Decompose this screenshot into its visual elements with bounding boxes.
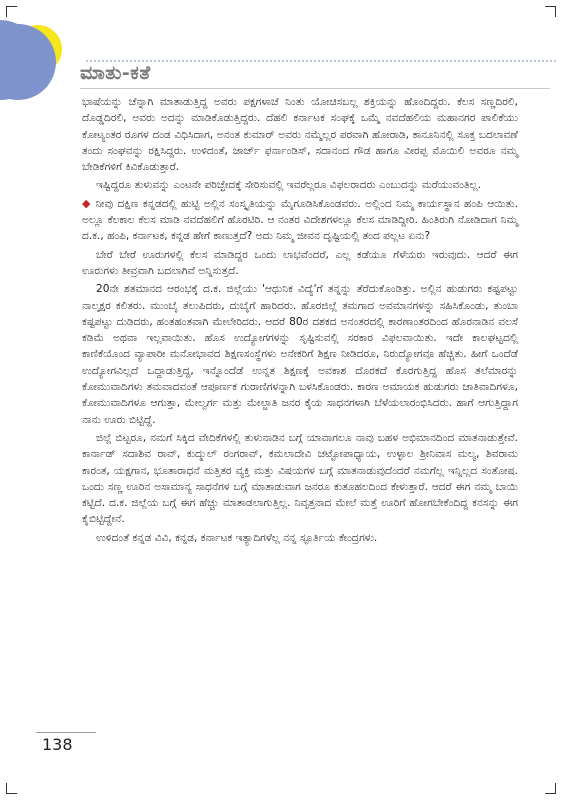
paragraph-5: 20ನೇ ಶತಮಾನದ ಆರಂಭಕ್ಕೆ ದ.ಕ. ಜಿಲ್ಲೆಯು 'ಆಧುನಿಕ ವಿದ್ಯೆ'ಗೆ ತನ್ನನ್ನು ತೆರೆದುಕೊಂಡಿತ್ತು. ಅಲ್ಲಿನ ಹುಡುಗರು ಕಷ್ಟಪಟ್ಟು ನಾಲ್ಕಕ್ಷರ ಕಲಿತರು. ಮುಂಬೈ ತಲುಪಿದರು, ದುಬೈಗೆ ಹಾರಿದರು. ಹೊರಜಿಲ್ಲೆ ತಮಗಾದ ಅವಮಾನಗಳನ್ನು ಸಹಿಸಿಕೊಂಡು, ತುಂಬಾ ಕಷ್ಟಪಟ್ಟು ದುಡಿದರು, ಹಂತಹಂತವಾಗಿ ಮೇಲೇರಿದರು. ಆದರೆ 80ರ ದಶಕದ ಅನಂತರದಲ್ಲಿ ಕಾರಣಾಂತರದಿಂದ ಹೊರನಾಡಿನ ವಲಸೆ ಕಡಿಮೆ ಅಥವಾ ಇಲ್ಲವಾಯಿತು. ಹೊಸ ಉದ್ಯೋಗಗಳನ್ನು ಸೃಷ್ಟಿಸುವಲ್ಲಿ ಸರಕಾರ ವಿಫಲವಾಯಿತು. ಇದೇ ಕಾಲಘಟ್ಟದಲ್ಲಿ ಕಾಣಿಕೆಯೊಂದ ವ್ಯಾಪಾರೀ ಮನೋಭಾವದ ಶಿಕ್ಷಣಸಂಸ್ಥೆಗಳು ಅನೇಕರಿಗೆ ಶಿಕ್ಷಣ ನೀಡಿದರೂ, ನಿರುದ್ಯೋಗವೂ ಹೆಚ್ಚಿತು. ಹೀಗೆ ಒಂದೆಡೆ ಉದ್ಯೋಗವಿಲ್ಲದೆ ಒದ್ದಾಡುತ್ತಿದ್ದ, ಇನ್ನೊಂದೆಡೆ ಉನ್ನತ ಶಿಕ್ಷಣಕ್ಕೆ ಅವಕಾಶ ದೊರಕದೆ ಕೊರಗುತ್ತಿದ್ದ ಹೊಸ ತಲೆಮಾರನ್ನು ಕೋಮುವಾದಿಗಳು ತಮವಾದವಂತೆ ಆಪೂರ್ಣಕ ಗುರಾಣಿಗಳನ್ನಾಗಿ ಬಳಸಿಕೊಂಡರು. ಕಾರಣ ಅಮಾಯಕ ಹುಡುಗರು ಜಾತಿವಾದಿಗಳೂ, ಕೋಮುವಾದಿಗಳೂ ಆಗುತ್ತಾ, ಮೇಲ್ವರ್ಗ ಮತ್ತು ಮೇಲ್ಜಾತಿ ಜನರ ಕೈಯ ಸಾಧನಗಳಾಗಿ ಬೆಳೆಯಲಾರಂಭಿಸಿದರು. ಹಾಗೆ ಆಗುತ್ತಿದ್ದಾಗ ನಾನು ಊರು ಬಿಟ್ಟಿದ್ದೆ. [82, 283, 518, 426]
article-body [82, 94, 518, 548]
question-paragraph [82, 196, 518, 245]
question-text: ನೀವು ದಕ್ಷಿಣ ಕನ್ನಡದಲ್ಲಿ ಹುಟ್ಟಿ ಅಲ್ಲಿನ ಸಂಸ್ಕೃತಿಯನ್ನು ಮೈಗೂಡಿಸಿಕೊಂಡವರು. ಅಲ್ಲಿಂದ ನಿಮ್ಮ ಕಾರ್ಯಸ್ಥಾನ ಹಂಪಿ ಆಯಿತು. ಅಲ್ಲೂ ಕೆಲಕಾಲ ಕೆಲಸ ಮಾಡಿ ನವದೆಹಲಿಗೆ ಹೊರಟಿರಿ. ಆ ನಂತರ ವಿದೇಶಗಳಲ್ಲೂ ಕೆಲಸ ಮಾಡಿದ್ದೀರಿ. ಹಿಂತಿರುಗಿ ನೋಡಿದಾಗ ನಿಮ್ಮ ದ.ಕ., ಹಂಪಿ, ಕರ್ನಾಟಕ, ಕನ್ನಡ ಹೇಗೆ ಕಾಣುತ್ತದೆ? ಅದು ನಿಮ್ಮ ಜೀವನ ದೃಷ್ಟಿಯಲ್ಲಿ ತಂದ ಪಲ್ಲಟ ಏನು? [82, 197, 518, 243]
paragraph-2: ಇಷ್ಟಿದ್ದರೂ ತುಳುವನ್ನು ಎಂಟನೇ ಪರಿಚ್ಛೇದಕ್ಕೆ ಸೇರಿಸುವಲ್ಲಿ ಇವರೆಲ್ಲರೂ ವಿಫಲರಾದರು ಎಂಬುದನ್ನು ಮರೆಯುವಂತಿಲ್ಲ. [96, 179, 481, 192]
crop-mark-top-right [545, 6, 556, 17]
section-title: ಮಾತು-ಕತೆ [80, 62, 151, 84]
paragraph-4: ಬೇರೆ ಬೇರೆ ಊರುಗಳಲ್ಲಿ ಕೆಲಸ ಮಾಡಿದ್ದರ ಒಂದು ಲಾಭವೆಂದರೆ, ಎಲ್ಲ ಕಡೆಯೂ ಗೆಳೆಯರು ಇರುವುದು. ಆದರೆ ಈಗ ಊರುಗಳು ತೀವ್ರವಾಗಿ ಬದಲಾಗಿವೆ ಅನ್ನಿಸುತ್ತದೆ. [82, 248, 518, 277]
paragraph-7: ಉಳಿದಂತೆ ಕನ್ನಡ ವಿವಿ, ಕನ್ನಡ, ಕರ್ನಾಟಕ ಇತ್ಯಾದಿಗಳೆಲ್ಲ ನನ್ನ ಸ್ಫೂರ್ತಿಯ ಕೇಂದ್ರಗಳು. [96, 531, 378, 544]
paragraph-6: ಜಿಲ್ಲೆ ಬಿಟ್ಟರೂ, ನಮಗೆ ಸಿಕ್ಕಿದ ವೇದಿಕೆಗಳಲ್ಲಿ ತುಳುನಾಡಿನ ಬಗ್ಗೆ ಯಾವಾಗಲೂ ನಾವು ಬಹಳ ಅಭಿಮಾನದಿಂದ ಮಾತನಾಡುತ್ತೇವೆ. ಕಾರ್ನಾಡ್ ಸದಾಶಿವ ರಾವ್, ಕುದ್ಮುಲ್ ರಂಗರಾವ್, ಕಮಲಾದೇವಿ ಚಟ್ಟೋಪಾಧ್ಯಾಯ, ಉಳ್ಳಾಲ ಶ್ರೀನಿವಾಸ ಮಲ್ಯ, ಶಿವರಾಮ ಕಾರಂತ, ಯಕ್ಷಗಾನ, ಭೂತಾರಾಧನೆ ಮತ್ತಿತರ ವ್ಯಕ್ತಿ ಮತ್ತು ವಿಷಯಗಳ ಬಗ್ಗೆ ಮಾತನಾಡುವುದೆಂದರೆ ನಮಗೆಲ್ಲ ಇನ್ನಿಲ್ಲದ ಸಂತೋಷ. ಒಂದು ಸಣ್ಣ ಊರಿನ ಅಸಾಮಾನ್ಯ ಸಾಧನೆಗಳ ಬಗ್ಗೆ ಮಾತಾಡುವಾಗ ಜನರೂ ಕುತೂಹಲದಿಂದ ಕೇಳುತ್ತಾರೆ. ಆದರೆ ಈಗ ನಮ್ಮ ಬಾಯಿ ಕಟ್ಟಿದೆ. ದ.ಕ. ಜಿಲ್ಲೆಯ ಬಗ್ಗೆ ಈಗ ಹೆಚ್ಚು ಮಾತಾಡಲಾಗುತ್ತಿಲ್ಲ. ನಿವೃತ್ತನಾದ ಮೇಲೆ ಮತ್ತೆ ಊರಿಗೆ ಹೋಗಬೇಕೆಂದಿದ್ದ ಕನಸನ್ನು ಈಗ ಕೈಬಿಟ್ಟಿದ್ದೇನೆ. [82, 431, 518, 526]
dotted-divider [86, 60, 556, 62]
page-number-rule [36, 732, 96, 733]
page-number: 138 [42, 735, 73, 754]
crop-mark-bottom-left [6, 783, 17, 794]
crop-mark-bottom-right [545, 783, 556, 794]
diamond-bullet-icon: ◆ [82, 196, 92, 210]
title-underline [80, 88, 550, 89]
paragraph-1: ಭಾಷೆಯನ್ನು ಚೆನ್ನಾಗಿ ಮಾತಾಡುತ್ತಿದ್ದ ಅವರು ಪಕ್ಷಗಳಾಚೆ ನಿಂತು ಯೋಚಿಸಬಲ್ಲ ಶಕ್ತಿಯನ್ನು ಹೊಂದಿದ್ದರು. ಕೆಲಸ ಸಣ್ಣದಿರಲಿ, ದೊಡ್ಡದಿರಲಿ, ಅವರು ಅದನ್ನು ಮಾಡಿಕೊಡುತ್ತಿದ್ದರು. ದೆಹಲಿ ಕರ್ನಾಟಕ ಸಂಘಕ್ಕೆ ಒಮ್ಮೆ ನವದೆಹಲಿಯ ಮಹಾನಗರ ಪಾಲಿಕೆಯು ಕೋಟ್ಯಂತರ ರೂಗಳ ದಂಡ ವಿಧಿಸಿದಾಗ, ಅನಂತ ಕುಮಾರ್ ಅವರು ನಮ್ಮೆಲ್ಲರ ಪರವಾಗಿ ಹೋರಾಡಿ, ಕಾನೂನಿನಲ್ಲಿ ಸೂಕ್ತ ಬದಲಾವಣೆ ತಂದು ಸಂಘವನ್ನು ರಕ್ಷಿಸಿದ್ದರು. ಉಳಿದಂತೆ, ಜಾರ್ಜ್ ಫರ್ನಾಂಡಿಸ್, ಸದಾನಂದ ಗೌಡ ಹಾಗೂ ವೀರಪ್ಪ ಮೊಯಿಲಿ ಅವರೂ ನಮ್ಮ ಬೇಡಿಕೆಗಳಿಗೆ ಕಿವಿಕೊಡುತ್ತಾರೆ. [82, 96, 518, 174]
